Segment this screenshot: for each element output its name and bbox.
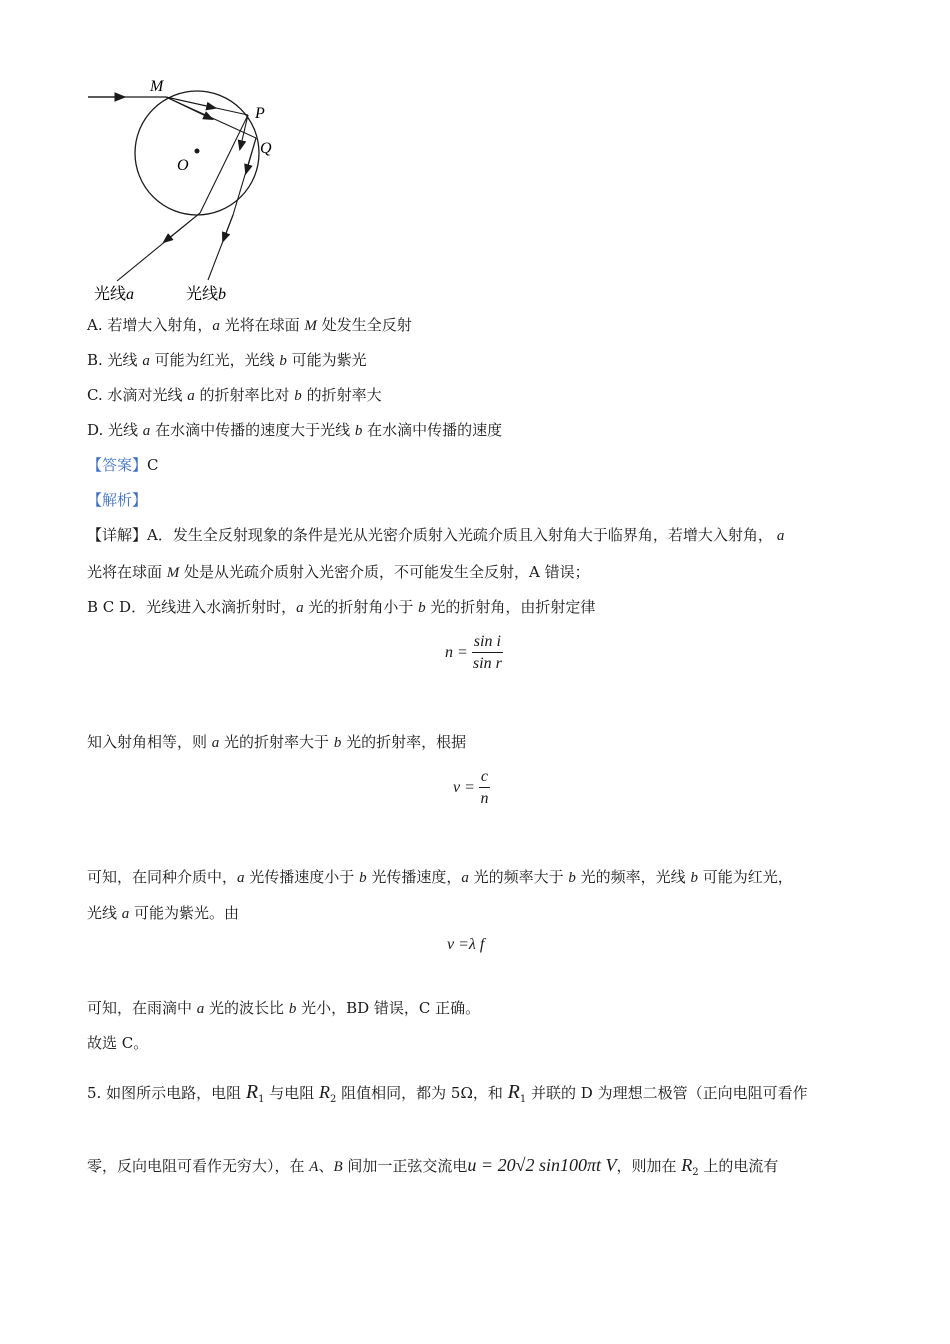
answer-tag: 【答案】 [87,456,148,474]
option-A: A. 若增大入射角，a 光将在球面 M 处发生全反射 [87,316,412,334]
answer: 【答案】C [87,456,159,474]
detail-line-7: 可知，在雨滴中 a 光的波长比 b 光小，BD 错误，C 正确。 [87,999,481,1017]
option-D: D. 光线 a 在水滴中传播的速度大于光线 b 在水滴中传播的速度 [87,421,503,439]
detail-line-6: 光线 a 可能为紫光。由 [87,904,240,922]
detail-line-1: 【详解】A．发生全反射现象的条件是光从光密介质射入光疏介质且入射角大于临界角，若增大入射角， a [87,526,785,544]
label-O: O [177,157,189,174]
refraction-diagram [80,75,380,305]
detail-line-8: 故选 C。 [87,1034,149,1052]
option-B: B. 光线 a 可能为红光，光线 b 可能为紫光 [87,351,367,369]
q5-line-2: 零，反向电阻可看作无穷大），在 A、B 间加一正弦交流电u = 20√2 sin100πt V，则加在 $R_2$ 上的电流有 [87,1155,779,1178]
detail-line-4: 知入射角相等，则 a 光的折射率大于 b 光的折射率，根据 [87,733,467,751]
detail-line-3: B C D．光线进入水滴折射时，a 光的折射角小于 b 光的折射角，由折射定律 [87,598,596,616]
ray-P-exit [200,115,248,213]
analysis-heading: 【解析】 [87,491,148,509]
label-M: M [150,78,164,95]
detail-line-2: 光将在球面 M 处是从光疏介质射入光密介质，不可能发生全反射，A 错误； [87,563,590,581]
formula-refraction: n = $\frac{\text{sin i}}{\text{sin r}}$ [445,633,502,672]
label-P: P [255,105,265,122]
formula-speed: v = $\frac{c}{n}$ [453,768,489,807]
detail-line-5: 可知，在同种介质中，a 光传播速度小于 b 光传播速度，a 光的频率大于 b 光的频率，光线 b 可能为红光， [87,868,793,886]
ray-a-label: 光线a [94,284,135,303]
formula-wave: v =λ f [447,936,485,953]
ray-b-label: 光线b [186,284,227,303]
q5-line-1: 5. 如图所示电路，电阻 $R_1$ 与电阻 $R_2$ 阻值相同，都为 5Ω，和 $R_1$ 并联的 D 为理想二极管（正向电阻可看作 [87,1081,808,1105]
label-Q: Q [260,140,272,157]
center-point [195,149,200,154]
option-C: C. 水滴对光线 a 的折射率比对 b 的折射率大 [87,386,382,404]
